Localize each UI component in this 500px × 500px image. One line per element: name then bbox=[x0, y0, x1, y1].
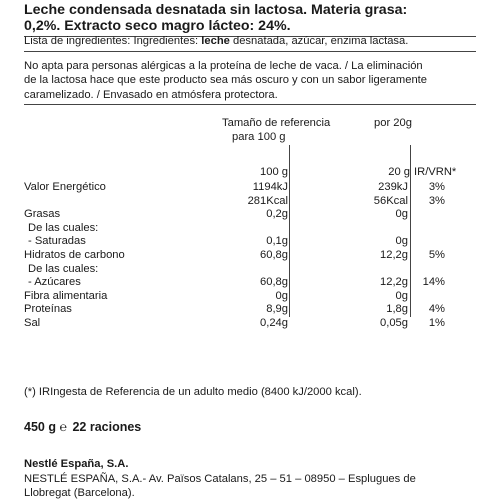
value-per-20g: 56Kcal bbox=[373, 194, 408, 207]
value-per-100g: 0,1g bbox=[266, 235, 288, 248]
ref-size-header-unit: para 100 g bbox=[232, 131, 286, 143]
net-weight-value: 450 g bbox=[24, 420, 56, 434]
value-per-20g: 0g bbox=[395, 208, 408, 221]
net-weight bbox=[24, 420, 141, 434]
value-per-100g: 281Kcal bbox=[247, 194, 288, 207]
ingredients-suffix: desnatada, azúcar, enzima lactasa. bbox=[229, 35, 409, 47]
value-per-20g: 1,8g bbox=[386, 303, 408, 316]
value-per-20g: 12,2g bbox=[380, 276, 408, 289]
warning-line2: de la lactosa hace que este producto sea más oscuro y con un sabor ligeramente bbox=[24, 74, 427, 86]
ref-size-header: Tamaño de referencia bbox=[222, 117, 331, 129]
nutrient-label: De las cuales: bbox=[28, 221, 99, 234]
nutrient-label: Hidratos de carbono bbox=[24, 249, 125, 261]
value-per-20g: 0g bbox=[395, 289, 408, 302]
value-per-20g: 239kJ bbox=[378, 181, 408, 193]
company-address-line1: NESTLÉ ESPAÑA, S.A.- Av. Països Catalans, 25 – 51 – 08950 – Esplugues de bbox=[24, 473, 416, 485]
ingredients-list bbox=[24, 34, 408, 48]
col-header-20g: 20 g bbox=[388, 166, 410, 178]
estimated-sign-icon: ℮ bbox=[59, 420, 67, 434]
nutrient-label: Fibra alimentaria bbox=[24, 289, 108, 302]
value-per-20g: 0,05g bbox=[380, 317, 408, 329]
value-ir-percent: 5% bbox=[428, 249, 445, 261]
column-divider bbox=[410, 145, 411, 317]
value-per-100g: 0g bbox=[275, 289, 288, 302]
value-per-100g: 0,24g bbox=[260, 317, 288, 329]
nutrient-label: - Saturadas bbox=[28, 235, 86, 248]
divider bbox=[24, 51, 476, 52]
warning-line1: No apta para personas alérgicas a la proteína de leche de vaca. / La eliminación bbox=[24, 60, 423, 72]
nutrient-label: - Azúcares bbox=[28, 276, 81, 289]
ingredients-prefix: Lista de ingredientes: Ingredientes: bbox=[24, 35, 202, 47]
nutrient-label: Grasas bbox=[24, 208, 61, 221]
warning-line3: caramelizado. / Envasado en atmósfera protectora. bbox=[24, 89, 278, 101]
column-divider bbox=[289, 145, 290, 317]
servings: 22 raciones bbox=[72, 420, 142, 434]
product-title-line1: Leche condensada desnatada sin lactosa. Materia grasa: bbox=[24, 2, 408, 18]
value-ir-percent: 4% bbox=[428, 303, 445, 316]
value-per-100g: 1194kJ bbox=[252, 181, 288, 193]
value-ir-percent: 14% bbox=[422, 276, 445, 289]
value-per-20g: 0g bbox=[395, 235, 408, 248]
nutrient-label: Valor Energético bbox=[24, 181, 106, 193]
value-per-100g: 0,2g bbox=[266, 208, 288, 221]
portion-header: por 20g bbox=[374, 117, 412, 129]
value-per-100g: 60,8g bbox=[260, 276, 288, 289]
value-per-100g: 60,8g bbox=[260, 249, 288, 261]
footnote: (*) IRIngesta de Referencia de un adulto medio (8400 kJ/2000 kcal). bbox=[24, 386, 362, 398]
divider bbox=[24, 104, 476, 105]
value-per-100g: 8,9g bbox=[266, 303, 288, 316]
col-header-ir: IR/VRN* bbox=[414, 166, 457, 178]
nutrient-label: Sal bbox=[24, 317, 41, 329]
value-per-20g: 12,2g bbox=[380, 249, 408, 261]
product-title-line2: 0,2%. Extracto seco magro lácteo: 24%. bbox=[24, 18, 291, 34]
value-ir-percent: 3% bbox=[428, 194, 445, 207]
nutrient-label: De las cuales: bbox=[28, 262, 99, 275]
value-ir-percent: 3% bbox=[428, 181, 445, 193]
company-address-line2: Llobregat (Barcelona). bbox=[24, 487, 135, 499]
company-name: Nestlé España, S.A. bbox=[24, 458, 129, 470]
ingredients-allergen: leche bbox=[201, 35, 230, 47]
nutrient-label: Proteínas bbox=[24, 303, 72, 316]
col-header-100g: 100 g bbox=[260, 166, 288, 178]
value-ir-percent: 1% bbox=[428, 317, 445, 329]
